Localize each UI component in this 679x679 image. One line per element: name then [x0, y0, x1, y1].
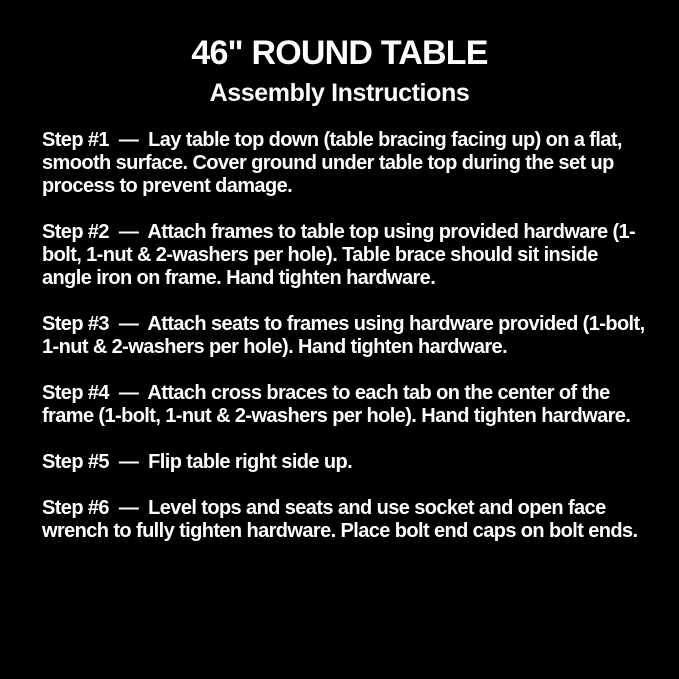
card-header [0, 33, 679, 108]
step-3-paragraph: Step #3 — Attach seats to frames using hardware provided (1-bolt, 1-nut & 2-washers per hole). Hand tighten hardware. [42, 313, 650, 358]
steps-list [42, 129, 650, 566]
page-subtitle: Assembly Instructions [209, 79, 470, 107]
step-6-paragraph: Step #6 — Level tops and seats and use socket and open face wrench to fully tighten hardware. Place bolt end caps on bolt ends. [42, 497, 638, 542]
step-4-paragraph: Step #4 — Attach cross braces to each tab on the center of the frame (1-bolt, 1-nut & 2-washers per hole). Hand tighten hardware. [42, 382, 631, 427]
page-title: 46" ROUND TABLE [191, 34, 488, 72]
step-1-paragraph: Step #1 — Lay table top down (table bracing facing up) on a flat, smooth surface. Cover ground under table top during the set up process to prevent damage. [42, 129, 627, 197]
step-2-paragraph: Step #2 — Attach frames to table top using provided hardware (1-bolt, 1-nut & 2-washers per hole). Table brace should sit inside angle iron on frame. Hand tighten hardware. [42, 221, 636, 289]
step-5-paragraph: Step #5 — Flip table right side up. [42, 451, 353, 473]
